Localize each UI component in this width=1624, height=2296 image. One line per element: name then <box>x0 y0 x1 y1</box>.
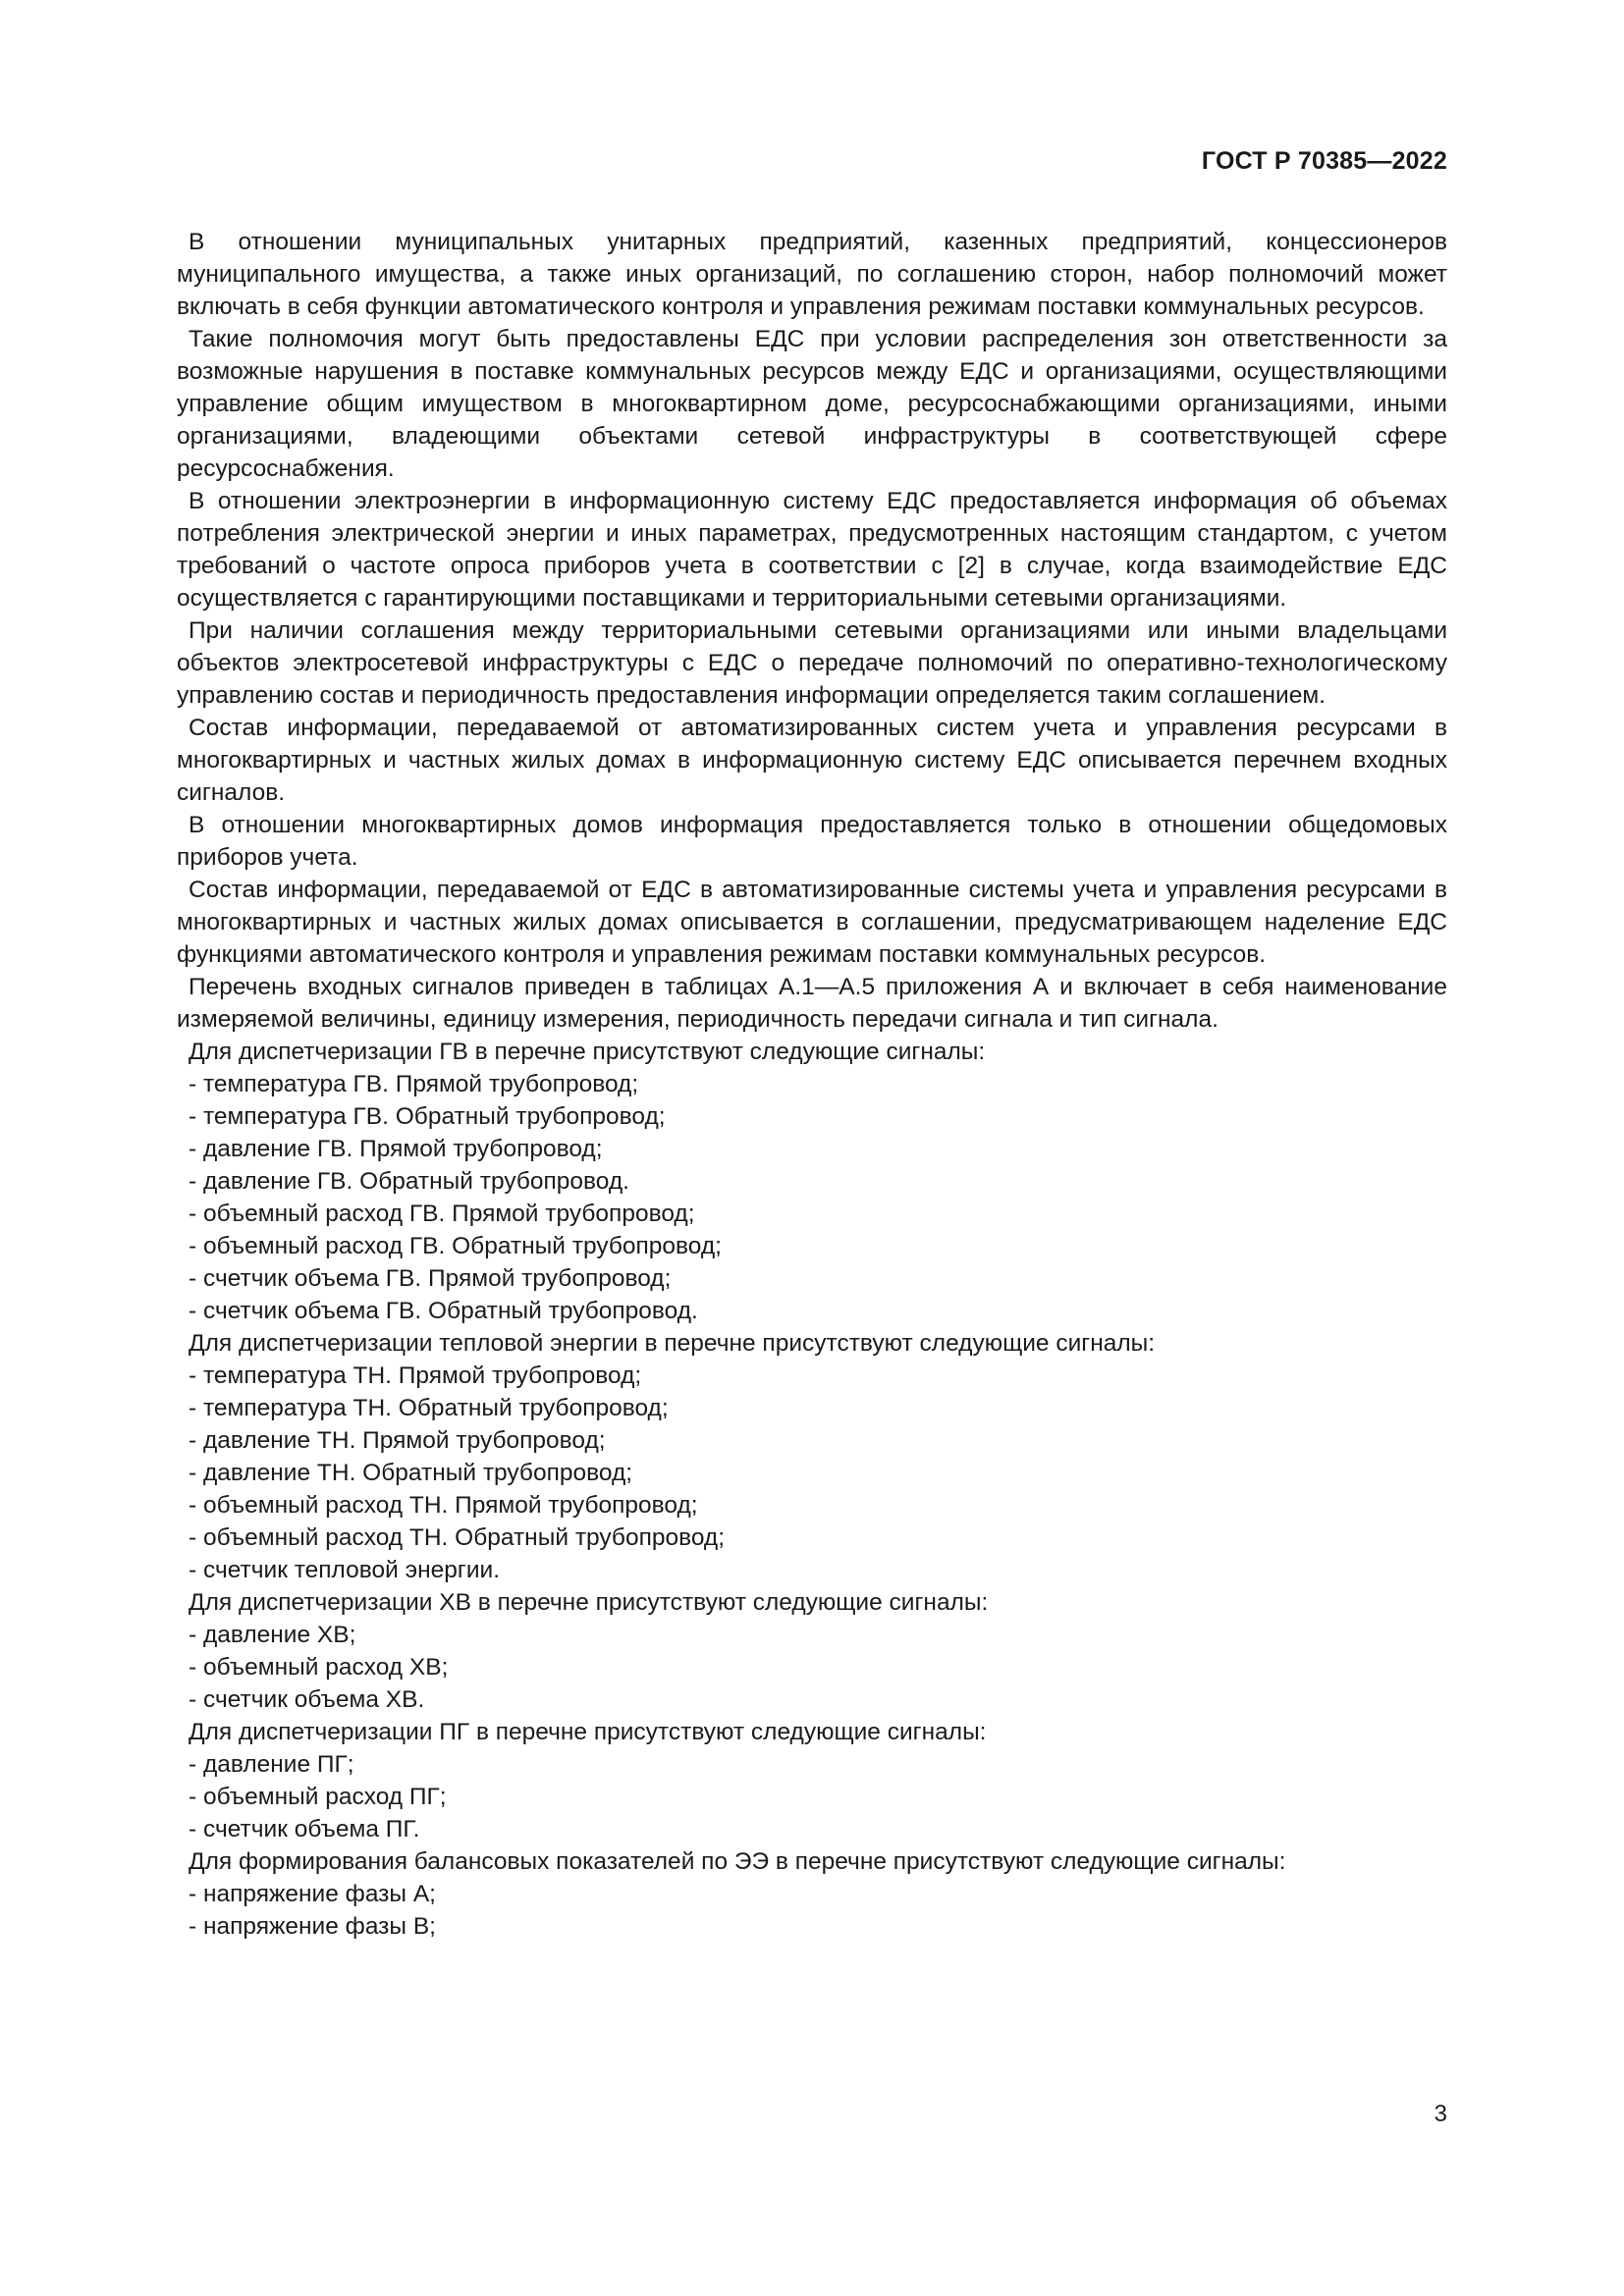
list-item: - давление ГВ. Обратный трубопровод. <box>189 1168 629 1195</box>
list-item: - объемный расход ГВ. Обратный трубопровод; <box>189 1233 722 1259</box>
signal-list-pg <box>177 1716 1447 1845</box>
list-item: - объемный расход ТН. Обратный трубопровод; <box>189 1524 726 1551</box>
list-item: - счетчик тепловой энергии. <box>189 1557 501 1583</box>
list-item: - объемный расход ГВ. Прямой трубопровод; <box>189 1201 695 1227</box>
signal-list-xv <box>177 1586 1447 1716</box>
list-item: - давление ТН. Обратный трубопровод; <box>189 1460 633 1486</box>
list-item: - температура ГВ. Прямой трубопровод; <box>189 1071 639 1097</box>
signal-list-gv <box>177 1036 1447 1327</box>
list-item: - температура ТН. Прямой трубопровод; <box>189 1362 642 1389</box>
list-item: - счетчик объема ХВ. <box>189 1686 425 1713</box>
list-item: - объемный расход ХВ; <box>189 1654 449 1681</box>
list-item: - объемный расход ТН. Прямой трубопровод; <box>189 1492 698 1519</box>
list-item: - давление ТН. Прямой трубопровод; <box>189 1427 606 1454</box>
paragraph: Такие полномочия могут быть предоставлены ЕДС при условии распределения зон ответственности за возможные нарушения в поставке коммунальных ресурсов между ЕДС и организациями, осуществляющими управление общим имуществом в многоквартирном доме, ресурсоснабжающими организациями, иными организациями, владеющими объектами сетевой инфраструктуры в соответствующей сфере ресурсоснабжения. <box>177 326 1447 482</box>
paragraph: Состав информации, передаваемой от ЕДС в автоматизированные системы учета и управления ресурсами в многоквартирных и частных жилых домах описывается в соглашении, предусматривающем наделение ЕДС функциями автоматического контроля и управления режимам поставки коммунальных ресурсов. <box>177 877 1447 968</box>
paragraph: В отношении муниципальных унитарных предприятий, казенных предприятий, концессионеров муниципального имущества, а также иных организаций, по соглашению сторон, набор полномочий может включать в себя функции автоматического контроля и управления режимам поставки коммунальных ресурсов. <box>177 229 1447 320</box>
list-item: - счетчик объема ПГ. <box>189 1816 420 1842</box>
list-intro: Для диспетчеризации ПГ в перечне присутствуют следующие сигналы: <box>189 1719 987 1745</box>
list-item: - давление ГВ. Прямой трубопровод; <box>189 1136 603 1162</box>
page-header: ГОСТ Р 70385—2022 <box>1201 147 1447 175</box>
list-intro: Для формирования балансовых показателей по ЭЭ в перечне присутствуют следующие сигналы: <box>189 1848 1286 1875</box>
paragraph: В отношении электроэнергии в информационную систему ЕДС предоставляется информация об объемах потребления электрической энергии и иных параметрах, предусмотренных настоящим стандартом, с учетом требований о частоте опроса приборов учета в соответствии с [2] в случае, когда взаимодействие ЕДС осуществляется с гарантирующими поставщиками и территориальными сетевыми организациями. <box>177 488 1447 612</box>
list-item: - давление ПГ; <box>189 1751 354 1778</box>
list-intro: Для диспетчеризации ГВ в перечне присутствуют следующие сигналы: <box>189 1039 986 1065</box>
list-item: - температура ТН. Обратный трубопровод; <box>189 1395 669 1421</box>
list-item: - напряжение фазы А; <box>189 1881 436 1907</box>
paragraph: При наличии соглашения между территориальными сетевыми организациями или иными владельцами объектов электросетевой инфраструктуры с ЕДС о передаче полномочий по оперативно-технологическому управлению состав и периодичность предоставления информации определяется таким соглашением. <box>177 617 1447 709</box>
signal-list-ee <box>177 1845 1447 1943</box>
list-item: - счетчик объема ГВ. Прямой трубопровод; <box>189 1265 672 1292</box>
paragraph: Перечень входных сигналов приведен в таблицах А.1—А.5 приложения А и включает в себя наименование измеряемой величины, единицу измерения, периодичность передачи сигнала и тип сигнала. <box>177 974 1447 1033</box>
list-item: - температура ГВ. Обратный трубопровод; <box>189 1103 666 1130</box>
signal-list-heat <box>177 1327 1447 1586</box>
document-body <box>177 226 1447 1943</box>
list-item: - объемный расход ПГ; <box>189 1784 447 1810</box>
paragraph: Состав информации, передаваемой от автоматизированных систем учета и управления ресурсами в многоквартирных и частных жилых домах в информационную систему ЕДС описывается перечнем входных сигналов. <box>177 715 1447 806</box>
list-item: - давление ХВ; <box>189 1622 356 1648</box>
paragraph: В отношении многоквартирных домов информация предоставляется только в отношении общедомовых приборов учета. <box>177 812 1447 871</box>
list-item: - напряжение фазы В; <box>189 1913 436 1940</box>
list-item: - счетчик объема ГВ. Обратный трубопровод. <box>189 1298 698 1324</box>
list-intro: Для диспетчеризации ХВ в перечне присутствуют следующие сигналы: <box>189 1589 989 1616</box>
page-number: 3 <box>1434 2101 1447 2127</box>
list-intro: Для диспетчеризации тепловой энергии в перечне присутствуют следующие сигналы: <box>189 1330 1156 1357</box>
